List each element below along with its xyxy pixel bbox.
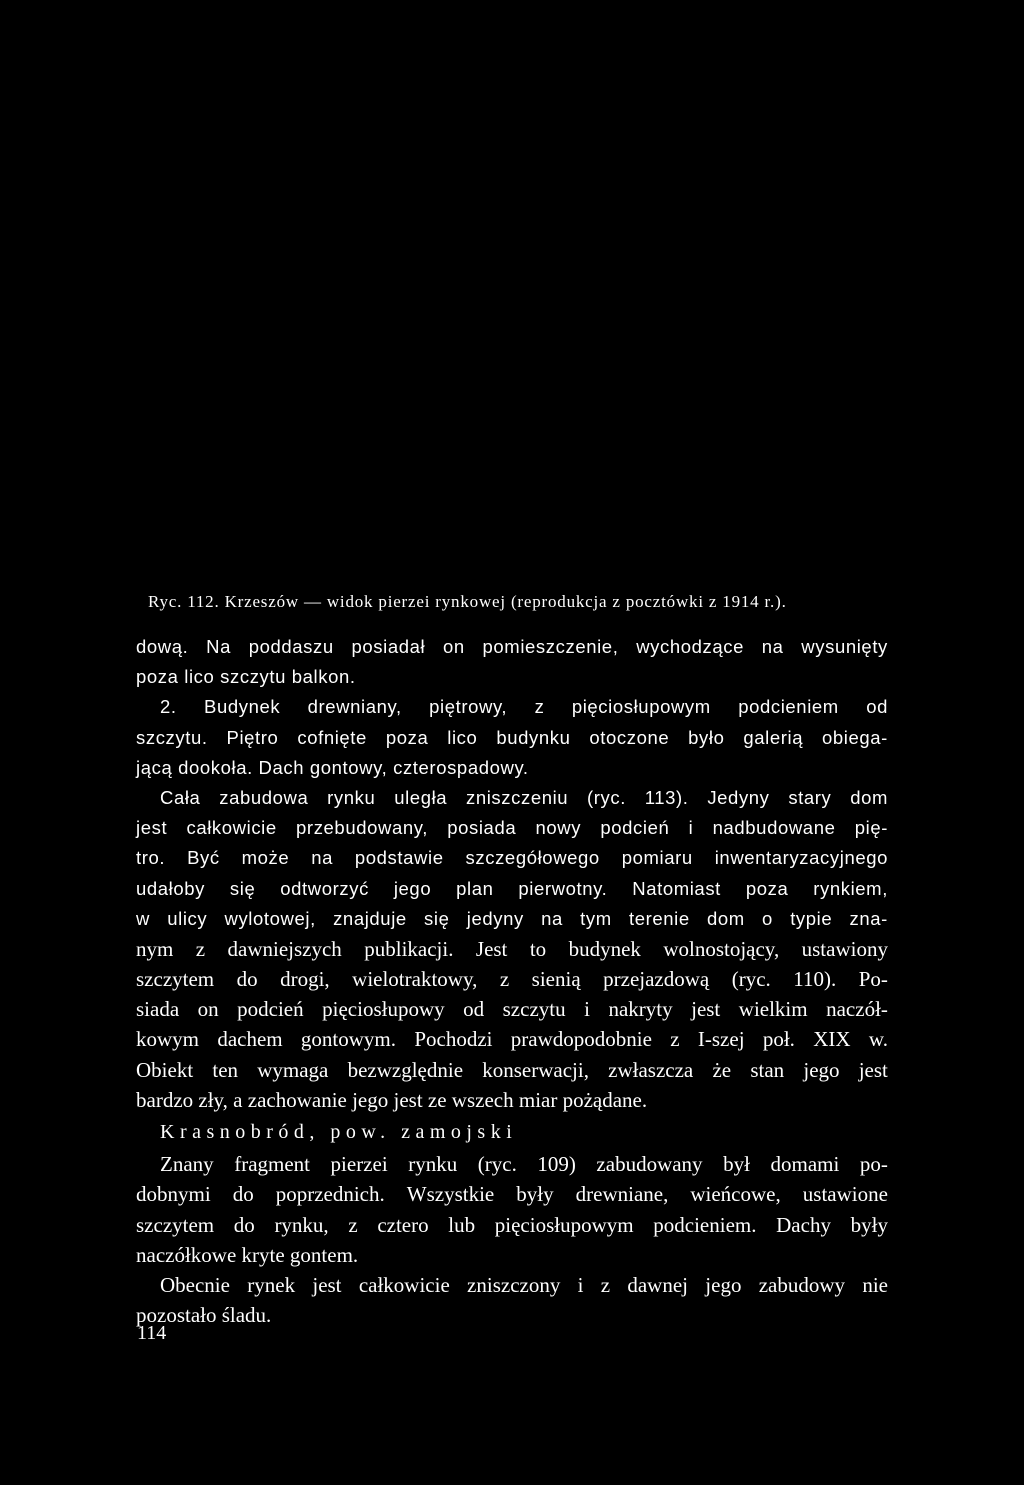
text-line: dobnymi do poprzednich. Wszystkie były drewniane, wieńcowe, ustawione — [136, 1182, 888, 1207]
text-line: siada on podcień pięciosłupowy od szczytu i nakryty jest wielkim naczół- — [136, 997, 888, 1022]
text-line: szczytu. Piętro cofnięte poza lico budynku otoczone było galerią obiega- — [136, 726, 888, 748]
text-line: kowym dachem gontowym. Pochodzi prawdopodobnie z I-szej poł. XIX w. — [136, 1027, 888, 1052]
text-line: Obiekt ten wymaga bezwzględnie konserwacji, zwłaszcza że stan jego jest — [136, 1057, 888, 1082]
text-line: dową. Na poddaszu posiadał on pomieszczenie, wychodzące na wysunięty — [136, 636, 888, 657]
text-line: udałoby się odtworzyć jego plan pierwotny. Natomiast poza rynkiem, — [136, 877, 888, 899]
text-line: bardzo zły, a zachowanie jego jest ze wszech miar pożądane. — [136, 1087, 648, 1112]
figure-photo-area — [0, 0, 1024, 575]
body-text — [136, 632, 888, 1330]
text-line: 2. Budynek drewniany, piętrowy, z pięciosłupowym podcieniem od — [160, 696, 888, 718]
paragraph-block-a — [136, 632, 888, 1115]
page-number: 114 — [137, 1322, 167, 1344]
text-line: jącą dookoła. Dach gontowy, czterospadowy. — [136, 756, 529, 778]
text-line: naczółkowe kryte gontem. — [136, 1242, 359, 1267]
text-line: pozostało śladu. — [136, 1303, 272, 1328]
text-line: Obecnie rynek jest całkowicie zniszczony i z dawnej jego zabudowy nie — [160, 1272, 888, 1297]
paragraph-block-b — [136, 1149, 888, 1330]
text-line: jest całkowicie przebudowany, posiada nowy podcień i nadbudowane pię- — [136, 817, 888, 839]
text-line: Znany fragment pierzei rynku (ryc. 109) zabudowany był domami po- — [160, 1152, 888, 1177]
section-heading: Krasnobród, pow. zamojski — [160, 1121, 518, 1143]
text-line: szczytem do drogi, wielotraktowy, z sienią przejazdową (ryc. 110). Po- — [136, 967, 888, 992]
text-line: szczytem do rynku, z cztero lub pięciosłupowym podcieniem. Dachy były — [136, 1212, 888, 1237]
text-line: Cała zabudowa rynku uległa zniszczeniu (ryc. 113). Jedyny stary dom — [160, 786, 888, 808]
text-line: nym z dawniejszych publikacji. Jest to budynek wolnostojący, ustawiony — [136, 936, 888, 961]
text-line: tro. Być może na podstawie szczegółowego pomiaru inwentaryzacyjnego — [136, 847, 888, 869]
figure-caption: Ryc. 112. Krzeszów — widok pierzei rynkowej (reprodukcja z pocztówki z 1914 r.). — [148, 592, 787, 611]
text-line: poza lico szczytu balkon. — [136, 666, 356, 688]
text-line: w ulicy wylotowej, znajduje się jedyny na tym terenie dom o typie zna- — [136, 907, 888, 929]
